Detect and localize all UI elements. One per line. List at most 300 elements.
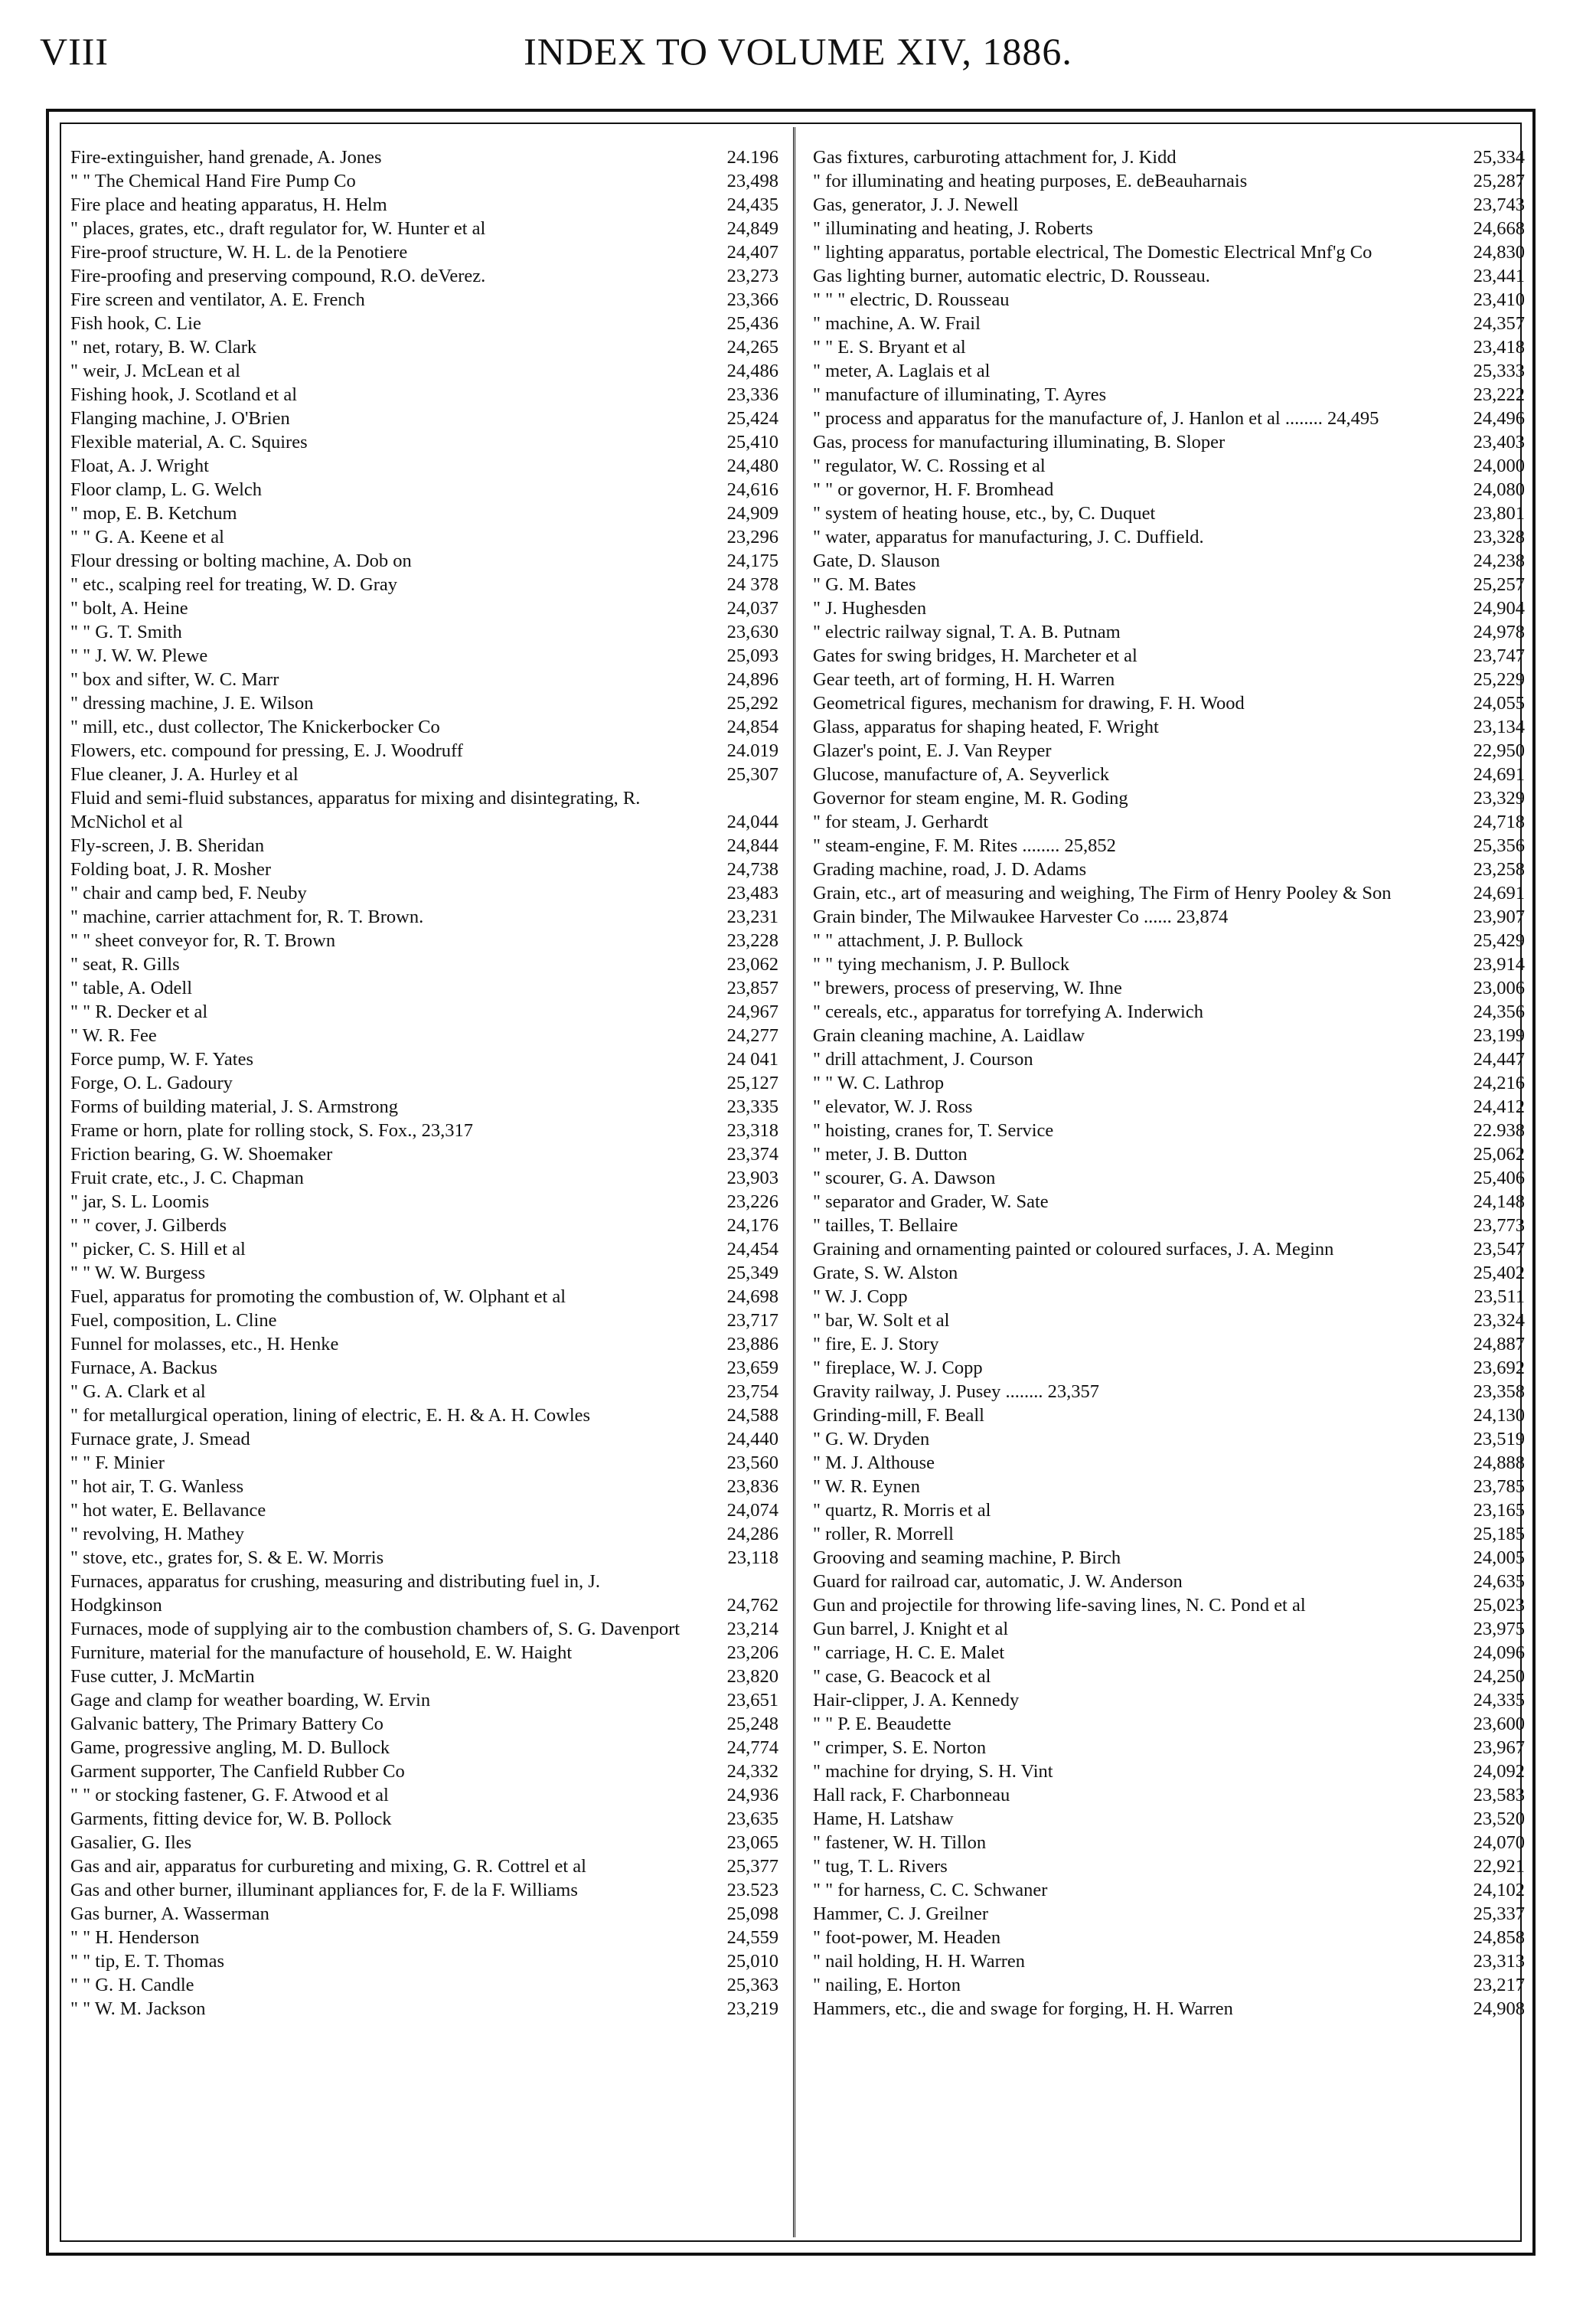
index-entry-page-number: 25,307 [726, 764, 778, 785]
index-entry-page-number: 23,717 [726, 1310, 778, 1331]
index-entry-page-number: 23,975 [1473, 1619, 1525, 1639]
index-entry [813, 929, 1525, 953]
index-entry [813, 1285, 1525, 1309]
index-entry [70, 359, 778, 383]
index-entry-text: " chair and camp bed, F. Neuby [70, 883, 307, 903]
index-entry-text: " tailles, T. Bellaire [813, 1215, 958, 1236]
index-entry-text: " hot air, T. G. Wanless [70, 1476, 244, 1497]
index-entry-page-number: 24,070 [1473, 1832, 1525, 1853]
index-entry [813, 240, 1525, 264]
index-entry [813, 217, 1525, 240]
index-entry-page-number: 24,335 [1473, 1690, 1525, 1711]
index-entry-text: " M. J. Althouse [813, 1452, 935, 1473]
index-column-right [813, 145, 1525, 2021]
index-entry-text: Grinding-mill, F. Beall [813, 1405, 984, 1426]
index-entry [70, 620, 778, 644]
index-entry [70, 1498, 778, 1522]
index-entry [813, 1475, 1525, 1498]
index-entry [70, 1451, 778, 1475]
index-entry-text: " J. Hughesden [813, 598, 927, 619]
index-entry [70, 454, 778, 478]
index-entry-page-number: 24,854 [726, 717, 778, 737]
index-entry-page-number: 25,257 [1473, 574, 1525, 595]
index-entry-text: Gas burner, A. Wasserman [70, 1903, 269, 1924]
index-entry-page-number: 23,222 [1473, 384, 1525, 405]
index-entry-text: Friction bearing, G. W. Shoemaker [70, 1144, 333, 1165]
index-entry-text: Fuse cutter, J. McMartin [70, 1666, 255, 1687]
index-entry [813, 1831, 1525, 1854]
index-entry-text: Glucose, manufacture of, A. Seyverlick [813, 764, 1110, 785]
index-entry-text: Glass, apparatus for shaping heated, F. Wright [813, 717, 1159, 737]
index-entry-page-number: 24,440 [726, 1429, 778, 1449]
index-entry-page-number: 25,127 [726, 1073, 778, 1093]
index-entry [70, 169, 778, 193]
index-entry-text: " table, A. Odell [70, 978, 193, 998]
index-entry [70, 240, 778, 264]
index-entry [813, 668, 1525, 691]
index-entry-text: Flanging machine, J. O'Brien [70, 408, 290, 429]
index-entry-text: Gates for swing bridges, H. Marcheter et al [813, 645, 1137, 666]
index-entry-text: " for metallurgical operation, lining of electric, E. H. & A. H. Cowles [70, 1405, 591, 1426]
index-entry-page-number: 25,093 [726, 645, 778, 666]
index-entry-page-number: 23,296 [726, 527, 778, 547]
index-entry-text: Fuel, apparatus for promoting the combustion of, W. Olphant et al [70, 1286, 566, 1307]
index-entry [813, 264, 1525, 288]
index-entry-page-number: 24,762 [726, 1595, 778, 1616]
index-entry-text: " for illuminating and heating purposes, E. deBeauharnais [813, 171, 1248, 191]
index-entry-text: " tug, T. L. Rivers [813, 1856, 948, 1877]
index-entry [70, 288, 778, 312]
index-entry-text: " carriage, H. C. E. Malet [813, 1642, 1005, 1663]
index-entry-page-number: 23,134 [1473, 717, 1525, 737]
index-entry [70, 264, 778, 288]
index-entry-page-number: 23,403 [1473, 432, 1525, 453]
index-entry-text: " fastener, W. H. Tillon [813, 1832, 987, 1853]
index-entry-text: " " sheet conveyor for, R. T. Brown [70, 930, 336, 951]
index-entry-text: Gas, process for manufacturing illuminating, B. Sloper [813, 432, 1226, 453]
index-entry-text: Floor clamp, L. G. Welch [70, 479, 263, 500]
index-entry-page-number: 24,496 [1473, 408, 1525, 429]
index-entry-page-number: 23,785 [1473, 1476, 1525, 1497]
index-entry-text: " W. J. Copp [813, 1286, 908, 1307]
index-entry-text: Grading machine, road, J. D. Adams [813, 859, 1087, 880]
index-entry [813, 525, 1525, 549]
index-entry-page-number: 25,248 [726, 1714, 778, 1734]
index-entry-text: Hammers, etc., die and swage for forging, H. H. Warren [813, 1998, 1233, 2019]
index-entry-text: Flour dressing or bolting machine, A. Dob on [70, 551, 412, 571]
index-entry-page-number: 23,226 [726, 1191, 778, 1212]
index-entry [70, 1807, 778, 1831]
index-entry [70, 976, 778, 1000]
index-entry-text: Gravity railway, J. Pusey ........ 23,357 [813, 1381, 1100, 1402]
index-entry-text: Flowers, etc. compound for pressing, E. J. Woodruff [70, 740, 463, 761]
index-entry-text: " fireplace, W. J. Copp [813, 1358, 983, 1378]
index-entry-page-number: 25,410 [726, 432, 778, 453]
index-entry [813, 1237, 1525, 1261]
index-entry-text: Hame, H. Latshaw [813, 1809, 954, 1829]
index-entry-text: Furnace, A. Backus [70, 1358, 217, 1378]
index-entry-text: Forms of building material, J. S. Armstrong [70, 1096, 399, 1117]
index-entry [70, 145, 778, 169]
index-entry [813, 1570, 1525, 1593]
index-entry-page-number: 23,258 [1473, 859, 1525, 880]
index-entry-page-number: 24,250 [1473, 1666, 1525, 1687]
index-entry [70, 1166, 778, 1190]
index-entry-page-number: 24.019 [726, 740, 778, 761]
index-entry-page-number: 24,849 [726, 218, 778, 239]
index-entry-page-number: 25,429 [1473, 930, 1525, 951]
index-entry-text: Gun and projectile for throwing life-saving lines, N. C. Pond et al [813, 1595, 1306, 1616]
index-entry [813, 691, 1525, 715]
index-entry-text: " water, apparatus for manufacturing, J. C. Duffield. [813, 527, 1204, 547]
index-entry [813, 502, 1525, 525]
index-entry [813, 1973, 1525, 1997]
index-entry-text: Hammer, C. J. Greilner [813, 1903, 988, 1924]
index-entry-page-number: 24,238 [1473, 551, 1525, 571]
index-entry-text: " roller, R. Morrell [813, 1524, 954, 1544]
index-entry [70, 193, 778, 217]
index-entry [70, 953, 778, 976]
index-entry [70, 715, 778, 739]
index-entry [813, 1261, 1525, 1285]
index-entry [813, 573, 1525, 596]
index-entry-text: " weir, J. McLean et al [70, 361, 240, 381]
index-entry [70, 1427, 778, 1451]
index-entry-page-number: 24,844 [726, 835, 778, 856]
index-entry [813, 1403, 1525, 1427]
index-entry [70, 1570, 778, 1617]
index-entry-page-number: 23,374 [726, 1144, 778, 1165]
index-entry-page-number: 23,410 [1473, 289, 1525, 310]
index-entry-text: " cereals, etc., apparatus for torrefying A. Inderwich [813, 1002, 1203, 1022]
index-entry [813, 1498, 1525, 1522]
index-entry [70, 1973, 778, 1997]
index-entry-page-number: 23,324 [1473, 1310, 1525, 1331]
index-entry-page-number: 24,080 [1473, 479, 1525, 500]
index-entry-page-number: 25,292 [726, 693, 778, 714]
index-entry-text: " places, grates, etc., draft regulator for, W. Hunter et al [70, 218, 486, 239]
index-entry [813, 1712, 1525, 1736]
index-entry [813, 478, 1525, 502]
index-entry-page-number: 24,738 [726, 859, 778, 880]
index-entry-page-number: 25,356 [1473, 835, 1525, 856]
index-entry [70, 1261, 778, 1285]
index-entry [813, 1522, 1525, 1546]
index-entry [813, 763, 1525, 786]
index-entry-page-number: 23,231 [726, 907, 778, 927]
index-entry-text: " " tying mechanism, J. P. Bullock [813, 954, 1070, 975]
index-entry-page-number: 23,329 [1473, 788, 1525, 809]
index-entry-page-number: 23,820 [726, 1666, 778, 1687]
index-entry [70, 1665, 778, 1688]
index-entry [813, 1926, 1525, 1949]
index-entry-page-number: 24,774 [726, 1737, 778, 1758]
index-entry-page-number: 23,165 [1473, 1500, 1525, 1521]
index-entry-text: " for steam, J. Gerhardt [813, 812, 989, 832]
index-entry [813, 1451, 1525, 1475]
index-entry-page-number: 25,023 [1473, 1595, 1525, 1616]
index-entry-text: Furnace grate, J. Smead [70, 1429, 250, 1449]
index-entry [813, 1760, 1525, 1783]
index-entry-text: Graining and ornamenting painted or coloured surfaces, J. A. Meginn [813, 1239, 1334, 1260]
index-entry-text: " " cover, J. Gilberds [70, 1215, 227, 1236]
index-entry [70, 573, 778, 596]
index-entry-page-number: 24,718 [1473, 812, 1525, 832]
index-entry-text: " manufacture of illuminating, T. Ayres [813, 384, 1107, 405]
index-entry-page-number: 24.196 [726, 147, 778, 168]
index-entry-text: " foot-power, M. Headen [813, 1927, 1001, 1948]
index-entry-page-number: 25,334 [1473, 147, 1525, 168]
index-entry-text: " bar, W. Solt et al [813, 1310, 950, 1331]
column-divider [793, 127, 795, 2237]
index-entry [813, 145, 1525, 169]
index-entry [813, 193, 1525, 217]
index-entry [813, 359, 1525, 383]
index-entry [70, 407, 778, 430]
index-entry-page-number: 23,511 [1474, 1286, 1525, 1307]
index-entry [70, 1878, 778, 1902]
index-entry [70, 1522, 778, 1546]
index-entry-text: Gas and air, apparatus for curbureting and mixing, G. R. Cottrel et al [70, 1856, 586, 1877]
index-entry-page-number: 23,118 [727, 1547, 778, 1568]
index-entry-page-number: 24,967 [726, 1002, 778, 1022]
index-entry [813, 1902, 1525, 1926]
page-number: VIII [40, 30, 109, 73]
index-entry-page-number: 23,907 [1473, 907, 1525, 927]
index-entry-page-number: 24,074 [726, 1500, 778, 1521]
index-entry [70, 1047, 778, 1071]
index-entry-page-number: 25,363 [726, 1975, 778, 1995]
index-entry-text: " hot water, E. Bellavance [70, 1500, 266, 1521]
index-entry [813, 810, 1525, 834]
index-entry-text: Frame or horn, plate for rolling stock, S. Fox., 23,317 [70, 1120, 474, 1141]
index-entry-page-number: 24,435 [726, 194, 778, 215]
index-entry-text: " fire, E. J. Story [813, 1334, 939, 1354]
index-entry-page-number: 24,909 [726, 503, 778, 524]
index-entry-text: Guard for railroad car, automatic, J. W. Anderson [813, 1571, 1183, 1592]
index-entry-page-number: 24,936 [726, 1785, 778, 1805]
index-entry [813, 1214, 1525, 1237]
index-entry-page-number: 24,037 [726, 598, 778, 619]
index-entry-page-number: 25,333 [1473, 361, 1525, 381]
index-entry-text: " " or stocking fastener, G. F. Atwood et al [70, 1785, 389, 1805]
index-entry-text: Garments, fitting device for, W. B. Pollock [70, 1809, 392, 1829]
index-entry-text: Fishing hook, J. Scotland et al [70, 384, 298, 405]
index-entry [70, 335, 778, 359]
index-entry-text: Grooving and seaming machine, P. Birch [813, 1547, 1121, 1568]
index-entry-page-number: 23,228 [726, 930, 778, 951]
index-entry-text: " machine for drying, S. H. Vint [813, 1761, 1053, 1782]
index-entry [70, 1190, 778, 1214]
index-entry [813, 1688, 1525, 1712]
index-entry-text: " machine, carrier attachment for, R. T. Brown. [70, 907, 424, 927]
index-entry-page-number: 23,219 [726, 1998, 778, 2019]
index-entry-page-number: 25,377 [726, 1856, 778, 1877]
index-entry-page-number: 24,559 [726, 1927, 778, 1948]
index-entry-text: Furniture, material for the manufacture of household, E. W. Haight [70, 1642, 573, 1663]
index-entry [813, 1641, 1525, 1665]
index-entry [813, 715, 1525, 739]
index-entry-text: Gear teeth, art of forming, H. H. Warren [813, 669, 1115, 690]
index-entry [70, 217, 778, 240]
index-entry [70, 312, 778, 335]
index-entry-text: " G. A. Clark et al [70, 1381, 206, 1402]
index-entry [813, 1593, 1525, 1617]
index-entry-page-number: 24,286 [726, 1524, 778, 1544]
index-entry-page-number: 24,356 [1473, 1002, 1525, 1022]
index-entry [813, 596, 1525, 620]
index-entry [70, 1380, 778, 1403]
index-entry-page-number: 24,092 [1473, 1761, 1525, 1782]
index-entry [70, 1712, 778, 1736]
index-entry-text: Forge, O. L. Gadoury [70, 1073, 233, 1093]
index-entry-page-number: 24,480 [726, 456, 778, 476]
index-entry-page-number: 23,692 [1473, 1358, 1525, 1378]
index-entry [70, 668, 778, 691]
index-entry [813, 1617, 1525, 1641]
index-entry-page-number: 23,747 [1473, 645, 1525, 666]
index-entry [70, 1142, 778, 1166]
index-entry [70, 1000, 778, 1024]
index-entry [813, 1024, 1525, 1047]
index-entry-page-number: 24,454 [726, 1239, 778, 1260]
index-entry-text: Furnaces, apparatus for crushing, measuring and distributing fuel in, J. Hodgkinson [70, 1571, 600, 1616]
index-entry [813, 1949, 1525, 1973]
index-entry-text: " lighting apparatus, portable electrical, The Domestic Electrical Mnf'g Co [813, 242, 1372, 263]
index-entry [70, 1760, 778, 1783]
index-entry-page-number: 24,887 [1473, 1334, 1525, 1354]
index-entry-page-number: 23,857 [726, 978, 778, 998]
index-column-left [70, 145, 778, 2021]
index-entry [70, 549, 778, 573]
index-entry-text: " meter, A. Laglais et al [813, 361, 991, 381]
index-entry [70, 1237, 778, 1261]
index-entry-page-number: 23,519 [1473, 1429, 1525, 1449]
index-entry [813, 312, 1525, 335]
index-entry-page-number: 23,743 [1473, 194, 1525, 215]
index-entry-text: " " The Chemical Hand Fire Pump Co [70, 171, 356, 191]
index-entry-text: " revolving, H. Mathey [70, 1524, 245, 1544]
index-entry-page-number: 23,214 [726, 1619, 778, 1639]
index-entry-page-number: 25,098 [726, 1903, 778, 1924]
index-entry [813, 1309, 1525, 1332]
index-entry-text: " " F. Minier [70, 1452, 165, 1473]
index-entry-page-number: 24,407 [726, 242, 778, 263]
index-entry-page-number: 24,691 [1473, 883, 1525, 903]
index-entry-page-number: 24,148 [1473, 1191, 1525, 1212]
index-entry-text: Gas lighting burner, automatic electric, D. Rousseau. [813, 266, 1210, 286]
index-entry-page-number: 24,616 [726, 479, 778, 500]
index-entry-text: " brewers, process of preserving, W. Ihne [813, 978, 1122, 998]
index-entry-text: " W. R. Fee [70, 1025, 157, 1046]
index-entry-page-number: 23,967 [1473, 1737, 1525, 1758]
index-entry-page-number: 23,062 [726, 954, 778, 975]
index-entry [813, 1071, 1525, 1095]
index-entry [70, 644, 778, 668]
index-entry-page-number: 23,754 [726, 1381, 778, 1402]
index-entry-text: Gun barrel, J. Knight et al [813, 1619, 1009, 1639]
index-entry [70, 1546, 778, 1570]
index-entry-page-number: 23,318 [726, 1120, 778, 1141]
index-entry-text: " stove, etc., grates for, S. & E. W. Morris [70, 1547, 384, 1568]
index-entry [70, 905, 778, 929]
index-entry-page-number: 24,216 [1473, 1073, 1525, 1093]
index-entry-text: Grain binder, The Milwaukee Harvester Co ...... 23,874 [813, 907, 1229, 927]
index-entry-text: Geometrical figures, mechanism for drawing, F. H. Wood [813, 693, 1245, 714]
index-entry-text: Gas and other burner, illuminant appliances for, F. de la F. Williams [70, 1880, 578, 1900]
index-entry-page-number: 24,175 [726, 551, 778, 571]
index-entry-page-number: 23,366 [726, 289, 778, 310]
index-entry [70, 1024, 778, 1047]
index-entry [813, 1665, 1525, 1688]
index-entry-page-number: 23,483 [726, 883, 778, 903]
index-entry-page-number: 25,062 [1473, 1144, 1525, 1165]
index-entry-page-number: 23,336 [726, 384, 778, 405]
index-entry [813, 834, 1525, 858]
index-entry-page-number: 23,836 [726, 1476, 778, 1497]
index-entry-page-number: 23,903 [726, 1168, 778, 1188]
index-entry-text: " meter, J. B. Dutton [813, 1144, 968, 1165]
index-entry-text: " " R. Decker et al [70, 1002, 208, 1022]
index-entry [70, 430, 778, 454]
index-entry-text: " system of heating house, etc., by, C. Duquet [813, 503, 1156, 524]
index-entry-text: Governor for steam engine, M. R. Goding [813, 788, 1128, 809]
index-entry-text: " steam-engine, F. M. Rites ........ 25,852 [813, 835, 1116, 856]
index-entry [70, 1736, 778, 1760]
index-entry-text: " seat, R. Gills [70, 954, 180, 975]
index-entry [70, 881, 778, 905]
index-entry [813, 1783, 1525, 1807]
index-entry [813, 953, 1525, 976]
index-entry-page-number: 25,287 [1473, 171, 1525, 191]
index-entry-page-number: 24,668 [1473, 218, 1525, 239]
index-entry-text: " " G. H. Candle [70, 1975, 194, 1995]
index-entry [813, 454, 1525, 478]
index-entry-text: " " W. C. Lathrop [813, 1073, 945, 1093]
index-entry-text: " hoisting, cranes for, T. Service [813, 1120, 1054, 1141]
index-entry-text: " " G. T. Smith [70, 622, 182, 642]
index-entry-text: " dressing machine, J. E. Wilson [70, 693, 314, 714]
index-entry [70, 1997, 778, 2021]
index-entry-page-number: 24,888 [1473, 1452, 1525, 1473]
index-entry [70, 1926, 778, 1949]
index-entry-page-number: 24,486 [726, 361, 778, 381]
index-entry-text: " " " electric, D. Rousseau [813, 289, 1010, 310]
index-entry-text: " net, rotary, B. W. Clark [70, 337, 257, 358]
index-entry-text: " " J. W. W. Plewe [70, 645, 208, 666]
index-entry-page-number: 23,773 [1473, 1215, 1525, 1236]
index-entry-page-number: 24,176 [726, 1215, 778, 1236]
index-entry [813, 739, 1525, 763]
index-entry [813, 644, 1525, 668]
index-entry [813, 786, 1525, 810]
index-entry-text: " elevator, W. J. Ross [813, 1096, 973, 1117]
index-entry-page-number: 25,185 [1473, 1524, 1525, 1544]
index-entry-page-number: 23,886 [726, 1334, 778, 1354]
index-entry-text: Gage and clamp for weather boarding, W. Ervin [70, 1690, 431, 1711]
index-entry [813, 549, 1525, 573]
index-entry-text: Galvanic battery, The Primary Battery Co [70, 1714, 383, 1734]
index-entry [70, 858, 778, 881]
index-entry-text: Fire-proof structure, W. H. L. de la Penotiere [70, 242, 408, 263]
index-entry-text: " crimper, S. E. Norton [813, 1737, 987, 1758]
index-entry-text: " " or governor, H. F. Bromhead [813, 479, 1054, 500]
index-entry [813, 1546, 1525, 1570]
index-entry [70, 1119, 778, 1142]
index-entry [813, 1380, 1525, 1403]
index-entry [813, 1356, 1525, 1380]
index-entry-page-number: 24,277 [726, 1025, 778, 1046]
